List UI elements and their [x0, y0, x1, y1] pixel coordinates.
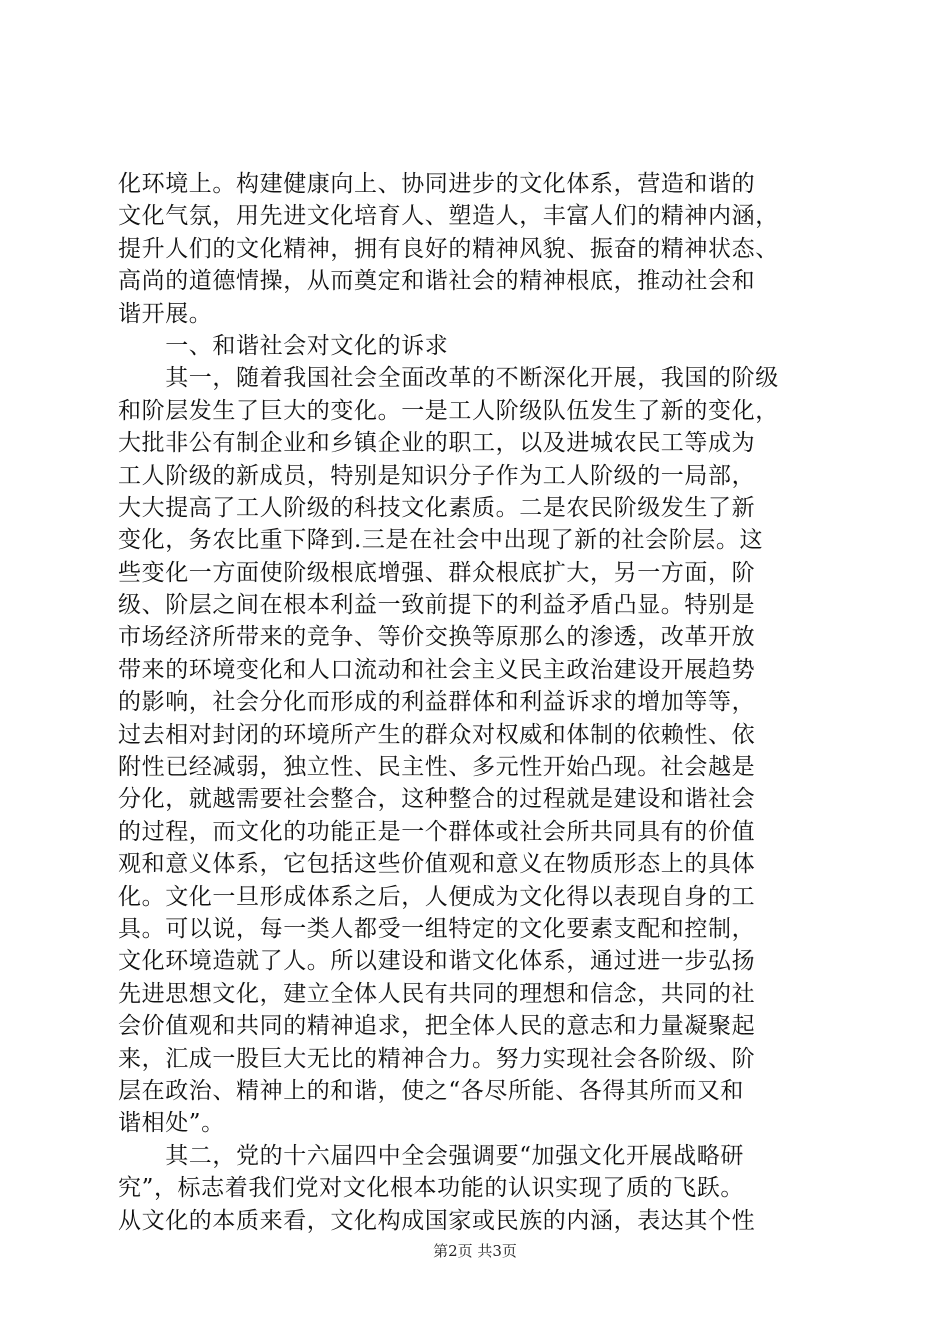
- text-line: 文化环境造就了人。所以建设和谐文化体系，通过进一步弘扬: [118, 948, 756, 975]
- text-line: 先进思想文化，建立全体人民有共同的理想和信念，共同的社: [118, 980, 756, 1007]
- text-line: 谐开展。: [118, 300, 213, 327]
- text-line: 些变化一方面使阶级根底增强、群众根底扩大，另一方面，阶: [118, 559, 756, 586]
- text-line: 大批非公有制企业和乡镇企业的职工，以及进城农民工等成为: [118, 430, 756, 457]
- text-line: 观和意义体系，它包括这些价值观和意义在物质形态上的具体: [118, 851, 756, 878]
- text-line: 会价值观和共同的精神追求，把全体人民的意志和力量凝聚起: [118, 1013, 756, 1040]
- text-line: 其二，党的十六届四中全会强调要“加强文化开展战略研: [118, 1142, 744, 1169]
- text-line: 文化气氛，用先进文化培育人、塑造人，丰富人们的精神内涵，: [118, 203, 779, 230]
- text-line: 其一，随着我国社会全面改革的不断深化开展，我国的阶级: [118, 365, 779, 392]
- section-heading: 一、和谐社会对文化的诉求: [118, 332, 449, 359]
- text-line: 的影响，社会分化而形成的利益群体和利益诉求的增加等等，: [118, 689, 756, 716]
- text-line: 来，汇成一股巨大无比的精神合力。努力实现社会各阶级、阶: [118, 1045, 756, 1072]
- text-line: 究”，标志着我们党对文化根本功能的认识实现了质的飞跃。: [118, 1175, 744, 1202]
- text-line: 从文化的本质来看，文化构成国家或民族的内涵，表达其个性: [118, 1207, 756, 1234]
- text-line: 分化，就越需要社会整合，这种整合的过程就是建设和谐社会: [118, 786, 756, 813]
- page-number-footer: 第2页 共3页: [433, 1242, 517, 1260]
- text-line: 化。文化一旦形成体系之后，人便成为文化得以表现自身的工: [118, 883, 756, 910]
- text-line: 带来的环境变化和人口流动和社会主义民主政治建设开展趋势: [118, 656, 756, 683]
- text-line: 和阶层发生了巨大的变化。一是工人阶级队伍发生了新的变化，: [118, 397, 779, 424]
- text-line: 工人阶级的新成员，特别是知识分子作为工人阶级的一局部，: [118, 462, 756, 489]
- text-line: 附性已经减弱，独立性、民主性、多元性开始凸现。社会越是: [118, 754, 756, 781]
- text-line: 级、阶层之间在根本利益一致前提下的利益矛盾凸显。特别是: [118, 592, 756, 619]
- body-text: [118, 168, 834, 1237]
- text-line: 大大提高了工人阶级的科技文化素质。二是农民阶级发生了新: [118, 494, 756, 521]
- text-line: 变化，务农比重下降到.三是在社会中出现了新的社会阶层。这: [118, 527, 764, 554]
- text-line: 层在政治、精神上的和谐，使之“各尽所能、各得其所而又和: [118, 1077, 744, 1104]
- text-line: 谐相处”。: [118, 1110, 225, 1137]
- text-line: 市场经济所带来的竞争、等价交换等原那么的渗透，改革开放: [118, 624, 756, 651]
- text-line: 化环境上。构建健康向上、协同进步的文化体系，营造和谐的: [118, 171, 756, 197]
- text-line: 具。可以说，每一类人都受一组特定的文化要素支配和控制，: [118, 915, 756, 942]
- text-line: 过去相对封闭的环境所产生的群众对权威和体制的依赖性、依: [118, 721, 756, 748]
- text-line: 高尚的道德情操，从而奠定和谐社会的精神根底，推动社会和: [118, 268, 756, 295]
- text-line: 的过程，而文化的功能正是一个群体或社会所共同具有的价值: [118, 818, 756, 845]
- text-line: 提升人们的文化精神，拥有良好的精神风貌、振奋的精神状态、: [118, 235, 779, 262]
